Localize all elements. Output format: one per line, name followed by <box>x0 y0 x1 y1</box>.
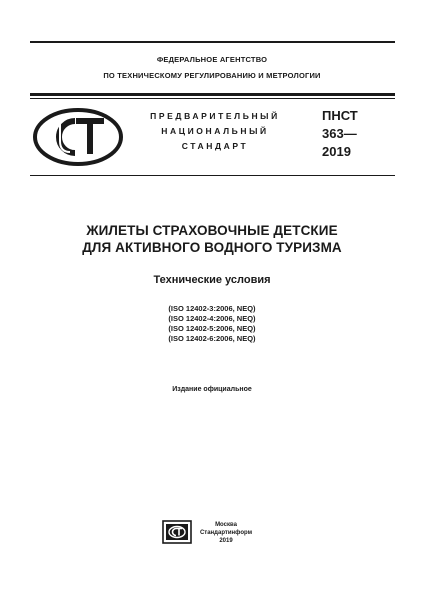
iso-reference: (ISO 12402-6:2006, NEQ) <box>168 334 256 343</box>
standard-type-line-2: НАЦИОНАЛЬНЫЙ <box>161 126 269 136</box>
document-title-line-2: ДЛЯ АКТИВНОГО ВОДНОГО ТУРИЗМА <box>82 240 342 255</box>
double-rule-thick <box>30 93 395 96</box>
publisher-name: Стандартинформ <box>199 530 253 536</box>
agency-line-2: ПО ТЕХНИЧЕСКОМУ РЕГУЛИРОВАНИЮ И МЕТРОЛОГИИ <box>103 71 321 80</box>
gost-r-logo-icon <box>30 106 126 168</box>
iso-reference: (ISO 12402-4:2006, NEQ) <box>168 314 256 323</box>
edition-note: Издание официальное <box>172 386 252 393</box>
publisher-year: 2019 <box>219 538 233 544</box>
standard-number-line-1: ПНСТ <box>322 108 358 123</box>
standard-type-line-1: ПРЕДВАРИТЕЛЬНЫЙ <box>150 111 280 121</box>
iso-reference: (ISO 12402-5:2006, NEQ) <box>168 324 256 333</box>
standard-number-line-3: 2019 <box>322 144 351 159</box>
double-rule-thin <box>30 98 395 99</box>
publisher-city: Москва <box>215 522 237 528</box>
standard-type-line-3: СТАНДАРТ <box>181 141 249 151</box>
iso-reference: (ISO 12402-3:2006, NEQ) <box>168 304 256 313</box>
document-subtitle: Технические условия <box>153 274 271 286</box>
header-bottom-rule <box>30 175 395 176</box>
agency-line-1: ФЕДЕРАЛЬНОЕ АГЕНТСТВО <box>156 55 268 64</box>
standartinform-logo-icon <box>162 520 192 544</box>
document-title-line-1: ЖИЛЕТЫ СТРАХОВОЧНЫЕ ДЕТСКИЕ <box>86 223 338 238</box>
top-rule <box>30 41 395 43</box>
standard-number-line-2: 363— <box>322 126 357 141</box>
